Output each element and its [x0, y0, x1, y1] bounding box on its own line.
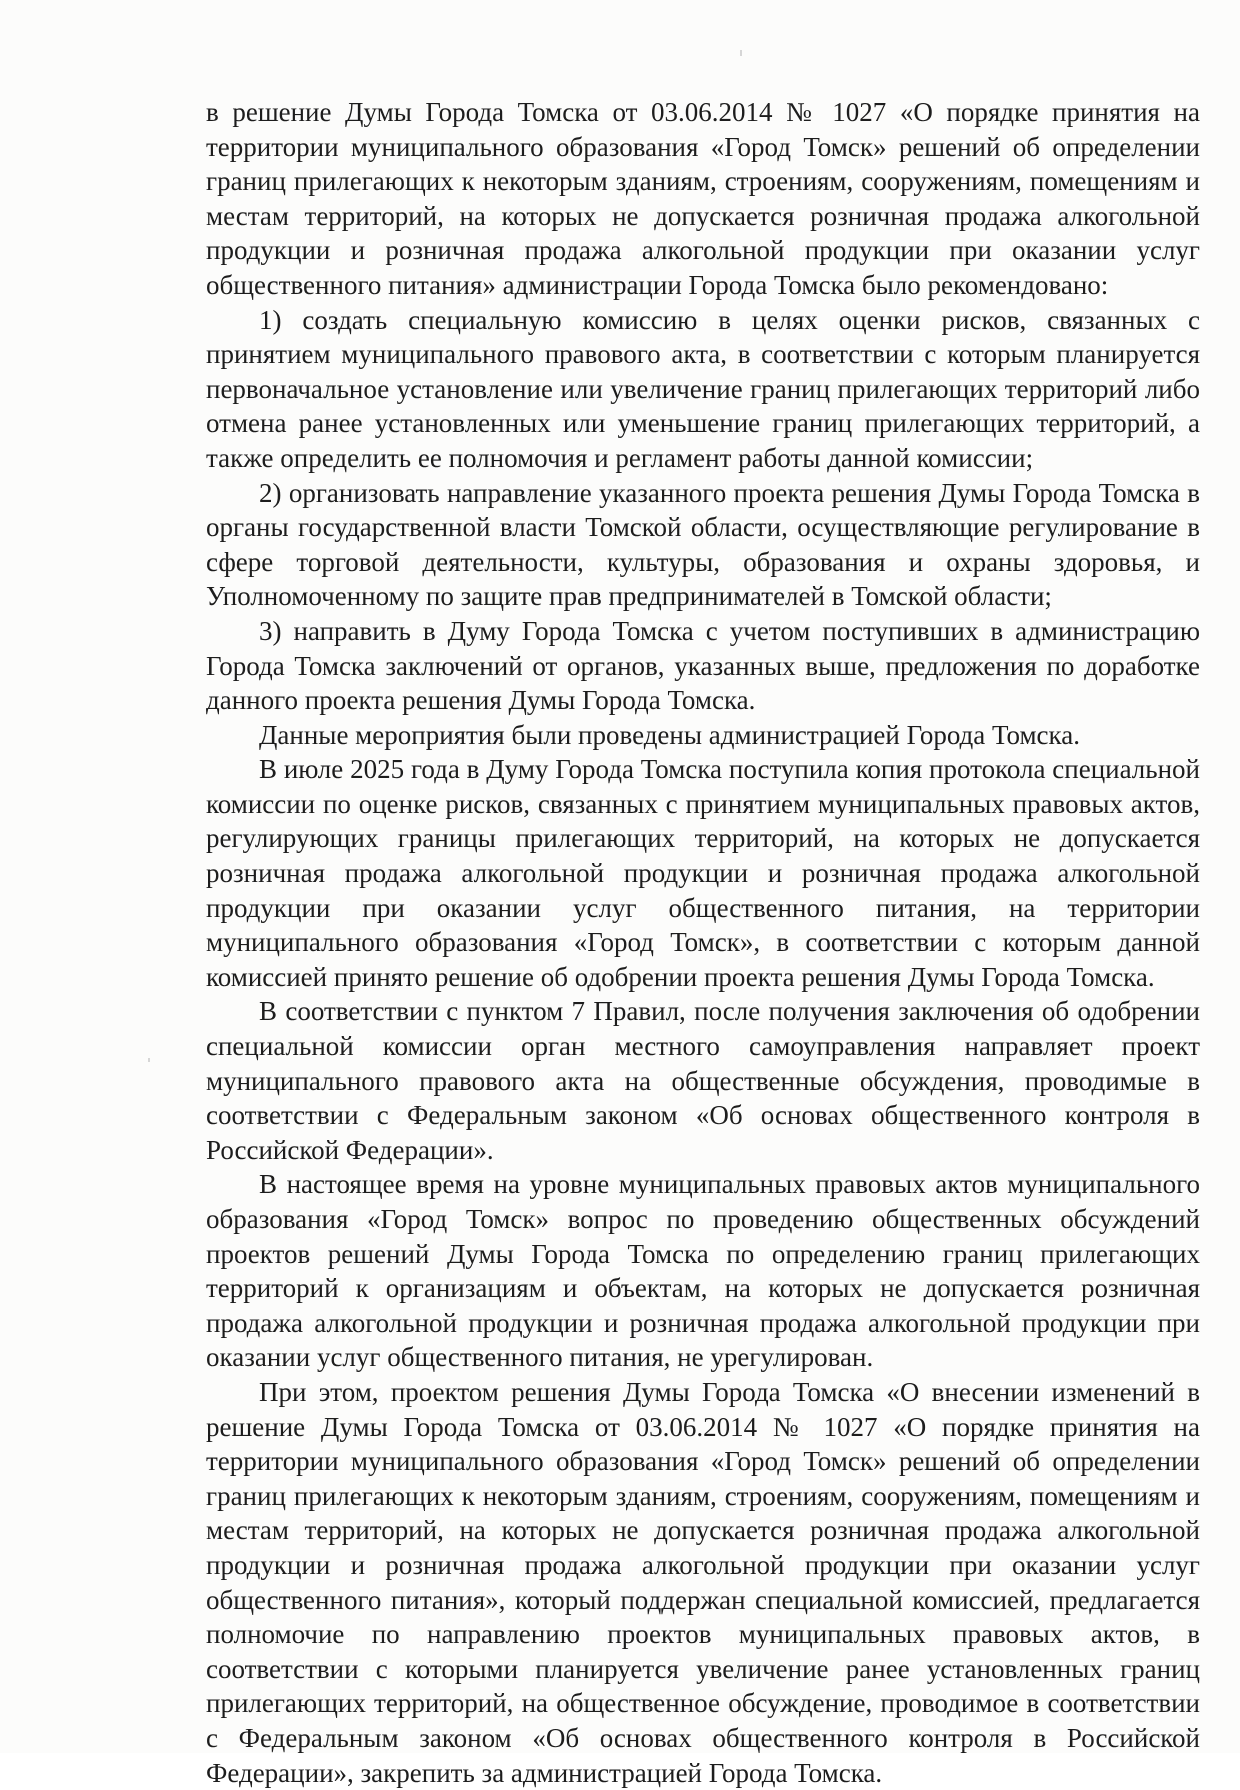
paragraph-current-status: В настоящее время на уровне муниципальных правовых актов муниципального образования «Город Томск» вопрос по проведению общественных обсуждений проектов решений Думы Города Томска по определению границ прилегающих территорий к организациям и объектам, на которых не допускается розничная продажа алкогольной продукции и розничная продажа алкогольной продукции при оказании услуг общественного питания, не урегулирован. — [206, 1169, 1200, 1373]
document-body — [206, 95, 1200, 1790]
scan-speck — [740, 50, 742, 56]
paragraph-intro: в решение Думы Города Томска от 03.06.2014 № 1027 «О порядке принятия на территории муниципального образования «Город Томск» решений об определении границ прилегающих к некоторым зданиям, строениям, сооружениям, помещениям и местам территорий, на которых не допускается розничная продажа алкогольной продукции и розничная продажа алкогольной продукции при оказании услуг общественного питания» администрации Города Томска было рекомендовано: — [206, 97, 1200, 300]
paragraph-rule-7: В соответствии с пунктом 7 Правил, после получения заключения об одобрении специальной комиссии орган местного самоуправления направляет проект муниципального правового акта на общественные обсуждения, проводимые в соответствии с Федеральным законом «Об основах общественного контроля в Российской Федерации». — [206, 996, 1200, 1165]
paragraph-item-3: 3) направить в Думу Города Томска с учетом поступивших в администрацию Города Томска заключений от органов, указанных выше, предложения по доработке данного проекта решения Думы Города Томска. — [206, 615, 1200, 716]
paragraph-july-2025: В июле 2025 года в Думу Города Томска поступила копия протокола специальной комиссии по оценке рисков, связанных с принятием муниципальных правовых актов, регулирующих границы прилегающих территорий, на которых не допускается розничная продажа алкогольной продукции и розничная продажа алкогольной продукции при оказании услуг общественного питания, на территории муниципального образования «Город Томск», в соответствии с которым данной комиссией принято решение об одобрении проекта решения Думы Города Томска. — [206, 754, 1200, 992]
paragraph-measures: Данные мероприятия были проведены администрацией Города Томска. — [259, 719, 1080, 750]
paragraph-item-1: 1) создать специальную комиссию в целях оценки рисков, связанных с принятием муниципального правового акта, в соответствии с которым планируется первоначальное установление или увеличение границ прилегающих территорий либо отмена ранее установленных или уменьшение границ прилегающих территорий, а также определить ее полномочия и регламент работы данной комиссии; — [206, 304, 1200, 473]
scan-speck — [148, 1058, 150, 1062]
paragraph-proposal: При этом, проектом решения Думы Города Томска «О внесении изменений в решение Думы Города Томска от 03.06.2014 № 1027 «О порядке принятия на территории муниципального образования «Город Томск» решений об определении границ прилегающих к некоторым зданиям, строениям, сооружениям, помещениям и местам территорий, на которых не допускается розничная продажа алкогольной продукции и розничная продажа алкогольной продукции при оказании услуг общественного питания», который поддержан специальной комиссией, предлагается полномочие по направлению проектов муниципальных правовых актов, в соответствии с которыми планируется увеличение ранее установленных границ прилегающих территорий, на общественное обсуждение, проводимое в соответствии с Федеральным законом «Об основах общественного контроля в Российской Федерации», закрепить за администрацией Города Томска. — [206, 1376, 1200, 1788]
paragraph-item-2: 2) организовать направление указанного проекта решения Думы Города Томска в органы государственной власти Томской области, осуществляющие регулирование в сфере торговой деятельности, культуры, образования и охраны здоровья, и Уполномоченному по защите прав предпринимателей в Томской области; — [206, 477, 1200, 612]
